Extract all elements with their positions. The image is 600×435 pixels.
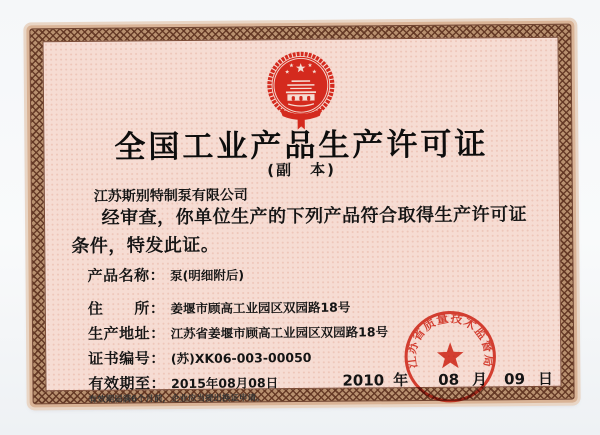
field-label: 生产地址： (87, 324, 166, 343)
field-value: 江苏省姜堰市顾高工业园区双园路18号 (170, 324, 389, 342)
statement-line1: 经审查，你单位生产的下列产品符合取得生产许可证 (101, 204, 528, 229)
certificate-subtitle: (副 本) (267, 160, 337, 180)
statement-line2: 条件，特发此证。 (71, 234, 220, 258)
issue-month: 08 (438, 370, 460, 389)
seal-text: 江苏省质量技术监督局 (404, 310, 497, 370)
statement-paragraph (71, 201, 549, 261)
issue-day: 09 (504, 370, 526, 389)
field-label: 证书编号： (88, 349, 166, 368)
field-label: 有效期至： (88, 374, 167, 393)
issue-day-unit: 日 (537, 369, 554, 388)
issue-year: 2010 (342, 371, 385, 390)
field-row-production-address (88, 320, 388, 344)
company-name: 江苏斯别特制泵有限公司 (93, 187, 248, 205)
field-value: 泵(明细附后) (170, 267, 245, 284)
issue-month-unit: 月 (472, 370, 488, 389)
field-value: 姜堰市顾高工业园区双园路18号 (170, 299, 351, 317)
field-value: (苏)XK06-003-00050 (170, 349, 312, 367)
field-label: 产品名称： (87, 266, 166, 285)
field-label: 住 所： (87, 299, 166, 318)
svg-text:江苏省质量技术监督局 (403, 309, 497, 369)
certificate-paper (42, 37, 561, 405)
field-row-product-name (87, 264, 244, 286)
issue-date (342, 368, 553, 391)
field-row-registered-address (88, 296, 351, 319)
field-row-certificate-number (88, 346, 311, 369)
field-value: 2015年08月08日 (171, 375, 279, 392)
certificate-title: 全国工业产品生产许可证 (114, 126, 489, 166)
issue-year-unit: 年 (393, 371, 409, 390)
renewal-footnote: 有效期届满6个月前，企业应当提出换证申请。 (88, 393, 265, 405)
certificate-sheet (26, 21, 577, 408)
